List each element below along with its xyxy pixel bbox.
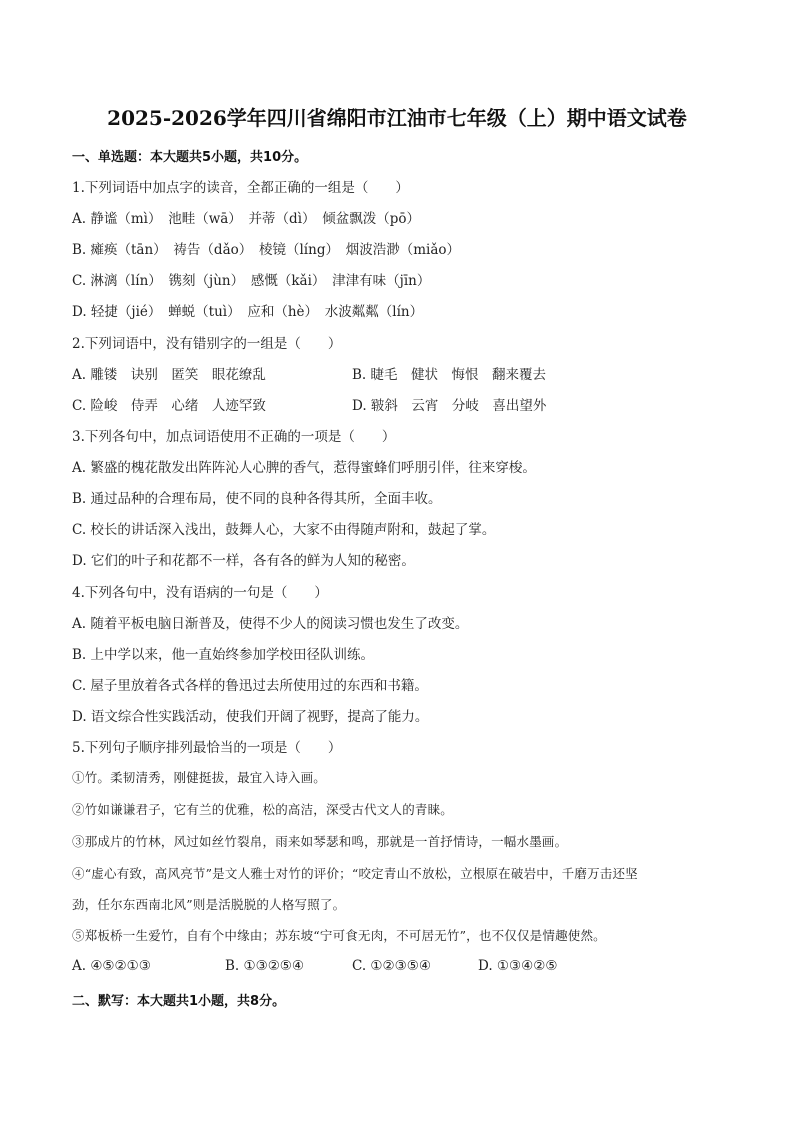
section-1-heading: 一、单选题：本大题共5小题，共10分。	[72, 150, 308, 165]
q5-sentence-5: ⑤郑板桥一生爱竹，自有个中缘由；苏东坡“宁可食无肉，不可居无竹”，也不仅仅是情趣使然。	[72, 928, 606, 943]
q2-stem: 2.下列词语中，没有错别字的一组是（ ）	[72, 336, 342, 352]
q1-option-c: C. 淋漓（lín） 镌刻（jùn） 感慨（kǎi） 津津有味（jīn）	[72, 273, 431, 289]
q5-option-a: A. ④⑤②①③	[72, 958, 151, 974]
q3-option-c: C. 校长的讲话深入浅出，鼓舞人心，大家不由得随声附和，鼓起了掌。	[72, 522, 496, 538]
q4-stem: 4.下列各句中，没有语病的一句是（ ）	[72, 585, 328, 601]
q4-option-c: C. 屋子里放着各式各样的鲁迅过去所使用过的东西和书籍。	[72, 678, 428, 694]
q1-option-d: D. 轻捷（jié） 蝉蜕（tuì） 应和（hè） 水波粼粼（lín）	[72, 304, 424, 320]
q5-sentence-2: ②竹如谦谦君子，它有兰的优雅，松的高洁，深受古代文人的青睐。	[72, 802, 454, 817]
q5-option-b: B. ①③②⑤④	[225, 958, 305, 974]
q3-option-d: D. 它们的叶子和花都不一样，各有各的鲜为人知的秘密。	[72, 553, 415, 569]
q1-option-a: A. 静谧（mì） 池畦（wā） 并蒂（dì） 倾盆飘泼（pō）	[72, 211, 421, 227]
q2-option-d: D. 皲斜 云宵 分岐 喜出望外	[352, 398, 547, 414]
q5-sentence-4-line2: 劲，任尔东西南北风”则是活脱脱的人格写照了。	[72, 897, 346, 912]
q1-stem: 1.下列词语中加点字的读音，全都正确的一组是（ ）	[72, 180, 409, 196]
q5-option-d: D. ①③④②⑤	[478, 958, 558, 974]
q5-stem: 5.下列句子顺序排列最恰当的一项是（ ）	[72, 740, 342, 756]
q4-option-d: D. 语文综合性实践活动，使我们开阔了视野，提高了能力。	[72, 709, 429, 725]
q5-sentence-1: ①竹。柔韧清秀，刚健挺拔，最宜入诗入画。	[72, 770, 327, 785]
q3-option-b: B. 通过品种的合理布局，使不同的良种各得其所，全面丰收。	[72, 491, 442, 507]
q2-option-c: C. 险峻 侍弄 心绪 人迹罕致	[72, 398, 266, 414]
q4-option-b: B. 上中学以来，他一直始终参加学校田径队训练。	[72, 647, 375, 663]
q2-option-a: A. 雕镂 诀别 匿笑 眼花缭乱	[72, 367, 266, 383]
section-2-heading: 二、默写：本大题共1小题，共8分。	[72, 994, 286, 1009]
q3-stem: 3.下列各句中，加点词语使用不正确的一项是（ ）	[72, 429, 396, 445]
q5-sentence-4-line1: ④“虚心有致，高风亮节”是文人雅士对竹的评价；“咬定青山不放松，立根原在破岩中，千磨万击还坚	[72, 866, 638, 881]
exam-title: 2025-2026学年四川省绵阳市江油市七年级（上）期中语文试卷	[107, 106, 687, 130]
q3-option-a: A. 繁盛的槐花散发出阵阵沁人心脾的香气，惹得蜜蜂们呼朋引伴，往来穿梭。	[72, 460, 536, 476]
q5-sentence-3: ③那成片的竹林，风过如丝竹裂帛，雨来如琴瑟和鸣，那就是一首抒情诗，一幅水墨画。	[72, 834, 568, 849]
q1-option-b: B. 瘫痪（tān） 祷告（dǎo） 棱镜（líng） 烟波浩渺（miǎo）	[72, 242, 461, 258]
q4-option-a: A. 随着平板电脑日渐普及，使得不少人的阅读习惯也发生了改变。	[72, 616, 469, 632]
q5-option-c: C. ①②③⑤④	[352, 958, 431, 974]
q2-option-b: B. 睫毛 健状 悔恨 翻来覆去	[352, 367, 547, 383]
